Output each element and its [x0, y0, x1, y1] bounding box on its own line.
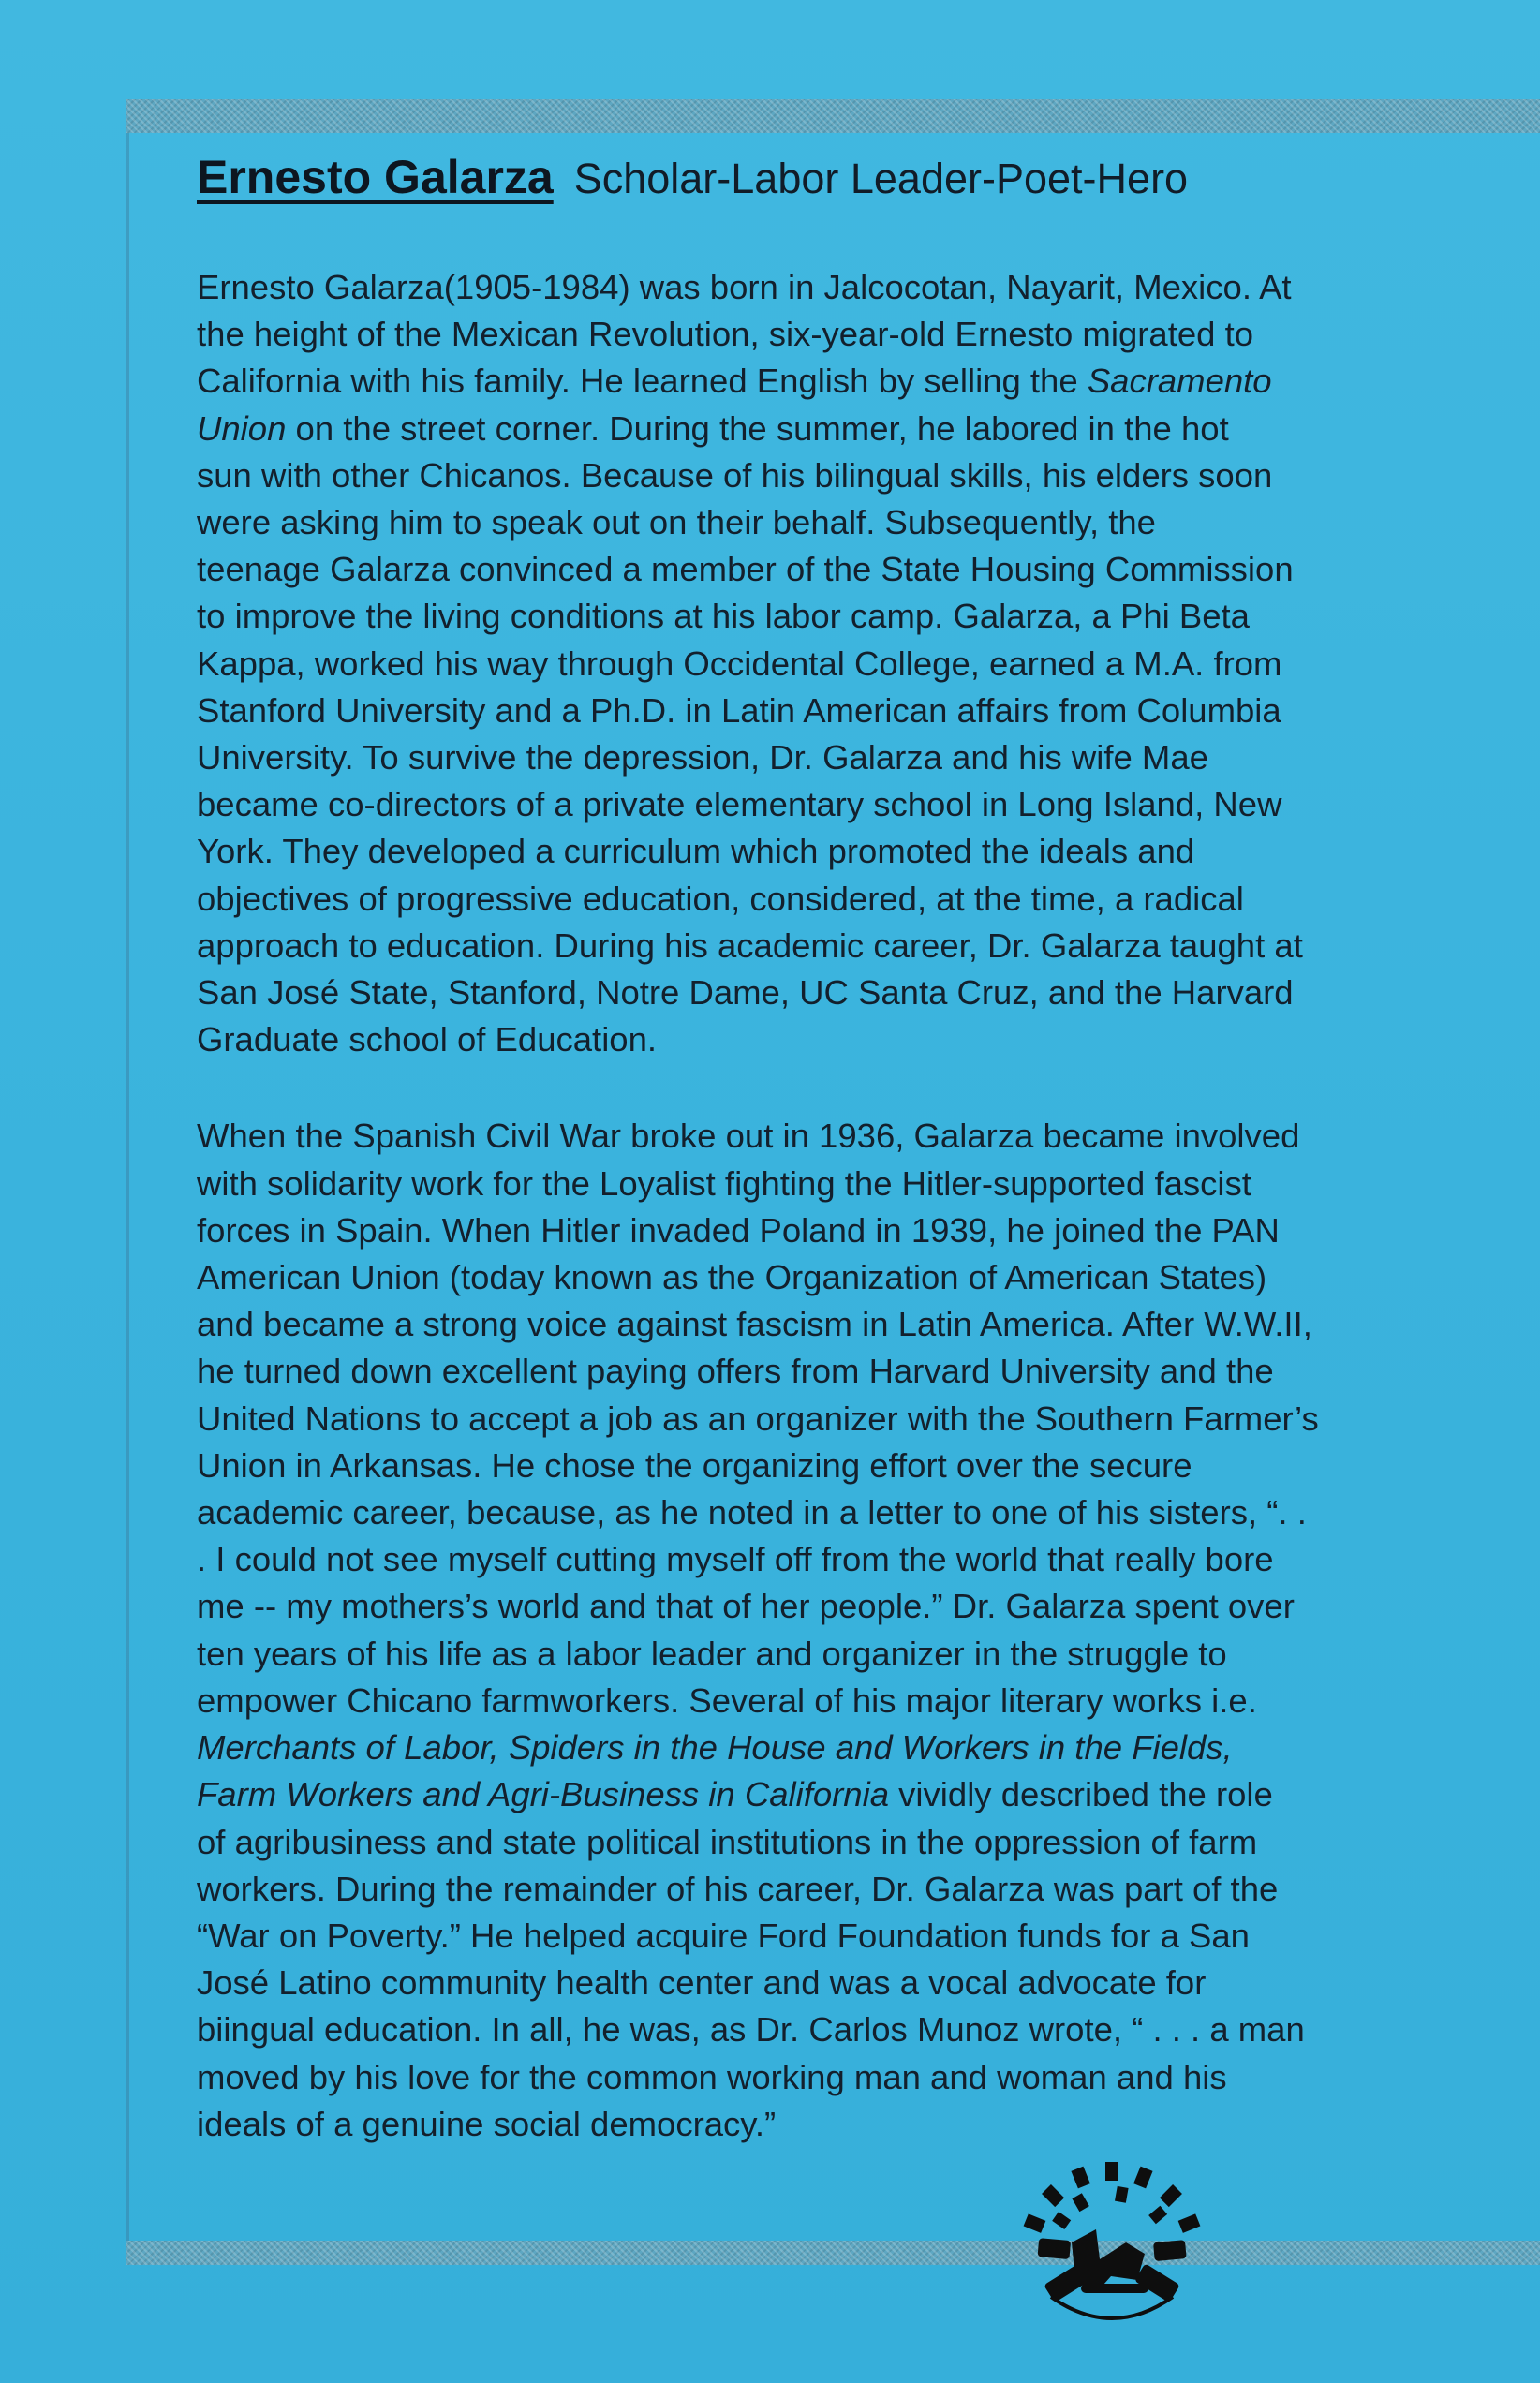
- text-line: ten years of his life as a labor leader and organizer in the struggle to: [197, 1634, 1227, 1673]
- text-line: forces in Spain. When Hitler invaded Poland in 1939, he joined the PAN: [197, 1210, 1280, 1250]
- paragraph-gap: [197, 1063, 1508, 1113]
- text-line: academic career, because, as he noted in a letter to one of his sisters, “. .: [197, 1493, 1307, 1532]
- italic-title-run: Sacramento: [1087, 362, 1272, 401]
- text-line: sun with other Chicanos. Because of his bilingual skills, his elders soon: [197, 455, 1273, 495]
- text-line: United Nations to accept a job as an organizer with the Southern Farmer’s: [197, 1399, 1319, 1438]
- text-line: teenage Galarza convinced a member of the State Housing Commission: [197, 550, 1294, 589]
- text-line: approach to education. During his academic career, Dr. Galarza taught at: [197, 925, 1303, 965]
- sun-emblem-icon: [1014, 2156, 1210, 2353]
- text-line: José Latino community health center and was a vocal advocate for: [197, 1963, 1207, 2003]
- text-line: “War on Poverty.” He helped acquire Ford Foundation funds for a San: [197, 1916, 1250, 1955]
- biography-text: [197, 264, 1508, 2148]
- top-decorative-bar: [126, 99, 1540, 133]
- text-line: with solidarity work for the Loyalist fighting the Hitler-supported fascist: [197, 1163, 1251, 1203]
- text-line: the height of the Mexican Revolution, six-year-old Ernesto migrated to: [197, 315, 1254, 354]
- text-line: [197, 406, 1508, 452]
- text-line: York. They developed a curriculum which promoted the ideals and: [197, 832, 1195, 871]
- text-line: he turned down excellent paying offers from Harvard University and the: [197, 1352, 1274, 1391]
- text-line: Graduate school of Education.: [197, 1020, 658, 1059]
- italic-title-run: Farm Workers and Agri-Business in California: [197, 1775, 890, 1814]
- text-line: empower Chicano farmworkers. Several of his major literary works i.e.: [197, 1680, 1257, 1720]
- paragraph-1: [197, 264, 1508, 1063]
- text-line: University. To survive the depression, Dr. Galarza and his wife Mae: [197, 738, 1208, 777]
- left-border-rule: [126, 133, 129, 2241]
- text-run: vividly described the role: [889, 1775, 1273, 1814]
- text-line: objectives of progressive education, considered, at the time, a radical: [197, 879, 1244, 918]
- text-line: workers. During the remainder of his career, Dr. Galarza was part of the: [197, 1869, 1279, 1908]
- text-line: American Union (today known as the Organization of American States): [197, 1258, 1267, 1297]
- page-title: [197, 150, 1489, 204]
- text-line: were asking him to speak out on their behalf. Subsequently, the: [197, 503, 1156, 542]
- italic-title-run: Union: [197, 408, 287, 448]
- title-name: Ernesto Galarza: [197, 151, 554, 203]
- text-line: Kappa, worked his way through Occidental College, earned a M.A. from: [197, 644, 1282, 683]
- emblem-graphic: [1014, 2156, 1210, 2353]
- paragraph-2: [197, 1113, 1508, 2147]
- text-line: . I could not see myself cutting myself off from the world that really bore: [197, 1540, 1274, 1579]
- text-line: me -- my mothers’s world and that of her people.” Dr. Galarza spent over: [197, 1587, 1295, 1626]
- text-line: Union in Arkansas. He chose the organizing effort over the secure: [197, 1445, 1192, 1485]
- text-line: moved by his love for the common working man and woman and his: [197, 2057, 1227, 2096]
- text-line: ideals of a genuine social democracy.”: [197, 2104, 777, 2143]
- italic-title-line: Merchants of Labor, Spiders in the House and Workers in the Fields,: [197, 1728, 1233, 1768]
- text-line: of agribusiness and state political institutions in the oppression of farm: [197, 1822, 1258, 1861]
- text-line: San José State, Stanford, Notre Dame, UC Santa Cruz, and the Harvard: [197, 973, 1294, 1013]
- text-line: became co-directors of a private elementary school in Long Island, New: [197, 785, 1282, 824]
- text-run: California with his family. He learned English by selling the: [197, 362, 1088, 401]
- text-line: to improve the living conditions at his labor camp. Galarza, a Phi Beta: [197, 597, 1250, 636]
- bottom-decorative-bar: [126, 2241, 1540, 2265]
- text-line: Ernesto Galarza(1905-1984) was born in Jalcocotan, Nayarit, Mexico. At: [197, 268, 1292, 306]
- text-line: biingual education. In all, he was, as Dr. Carlos Munoz wrote, “ . . . a man: [197, 2010, 1305, 2050]
- text-line: and became a strong voice against fascism in Latin America. After W.W.II,: [197, 1305, 1312, 1344]
- text-line: Stanford University and a Ph.D. in Latin American affairs from Columbia: [197, 690, 1281, 730]
- text-line: [197, 358, 1508, 405]
- text-line: [197, 1771, 1508, 1818]
- text-line: When the Spanish Civil War broke out in 1936, Galarza became involved: [197, 1117, 1300, 1156]
- text-run: on the street corner. During the summer, he labored in the hot: [286, 408, 1229, 448]
- title-subtitle: Scholar-Labor Leader-Poet-Hero: [573, 155, 1189, 202]
